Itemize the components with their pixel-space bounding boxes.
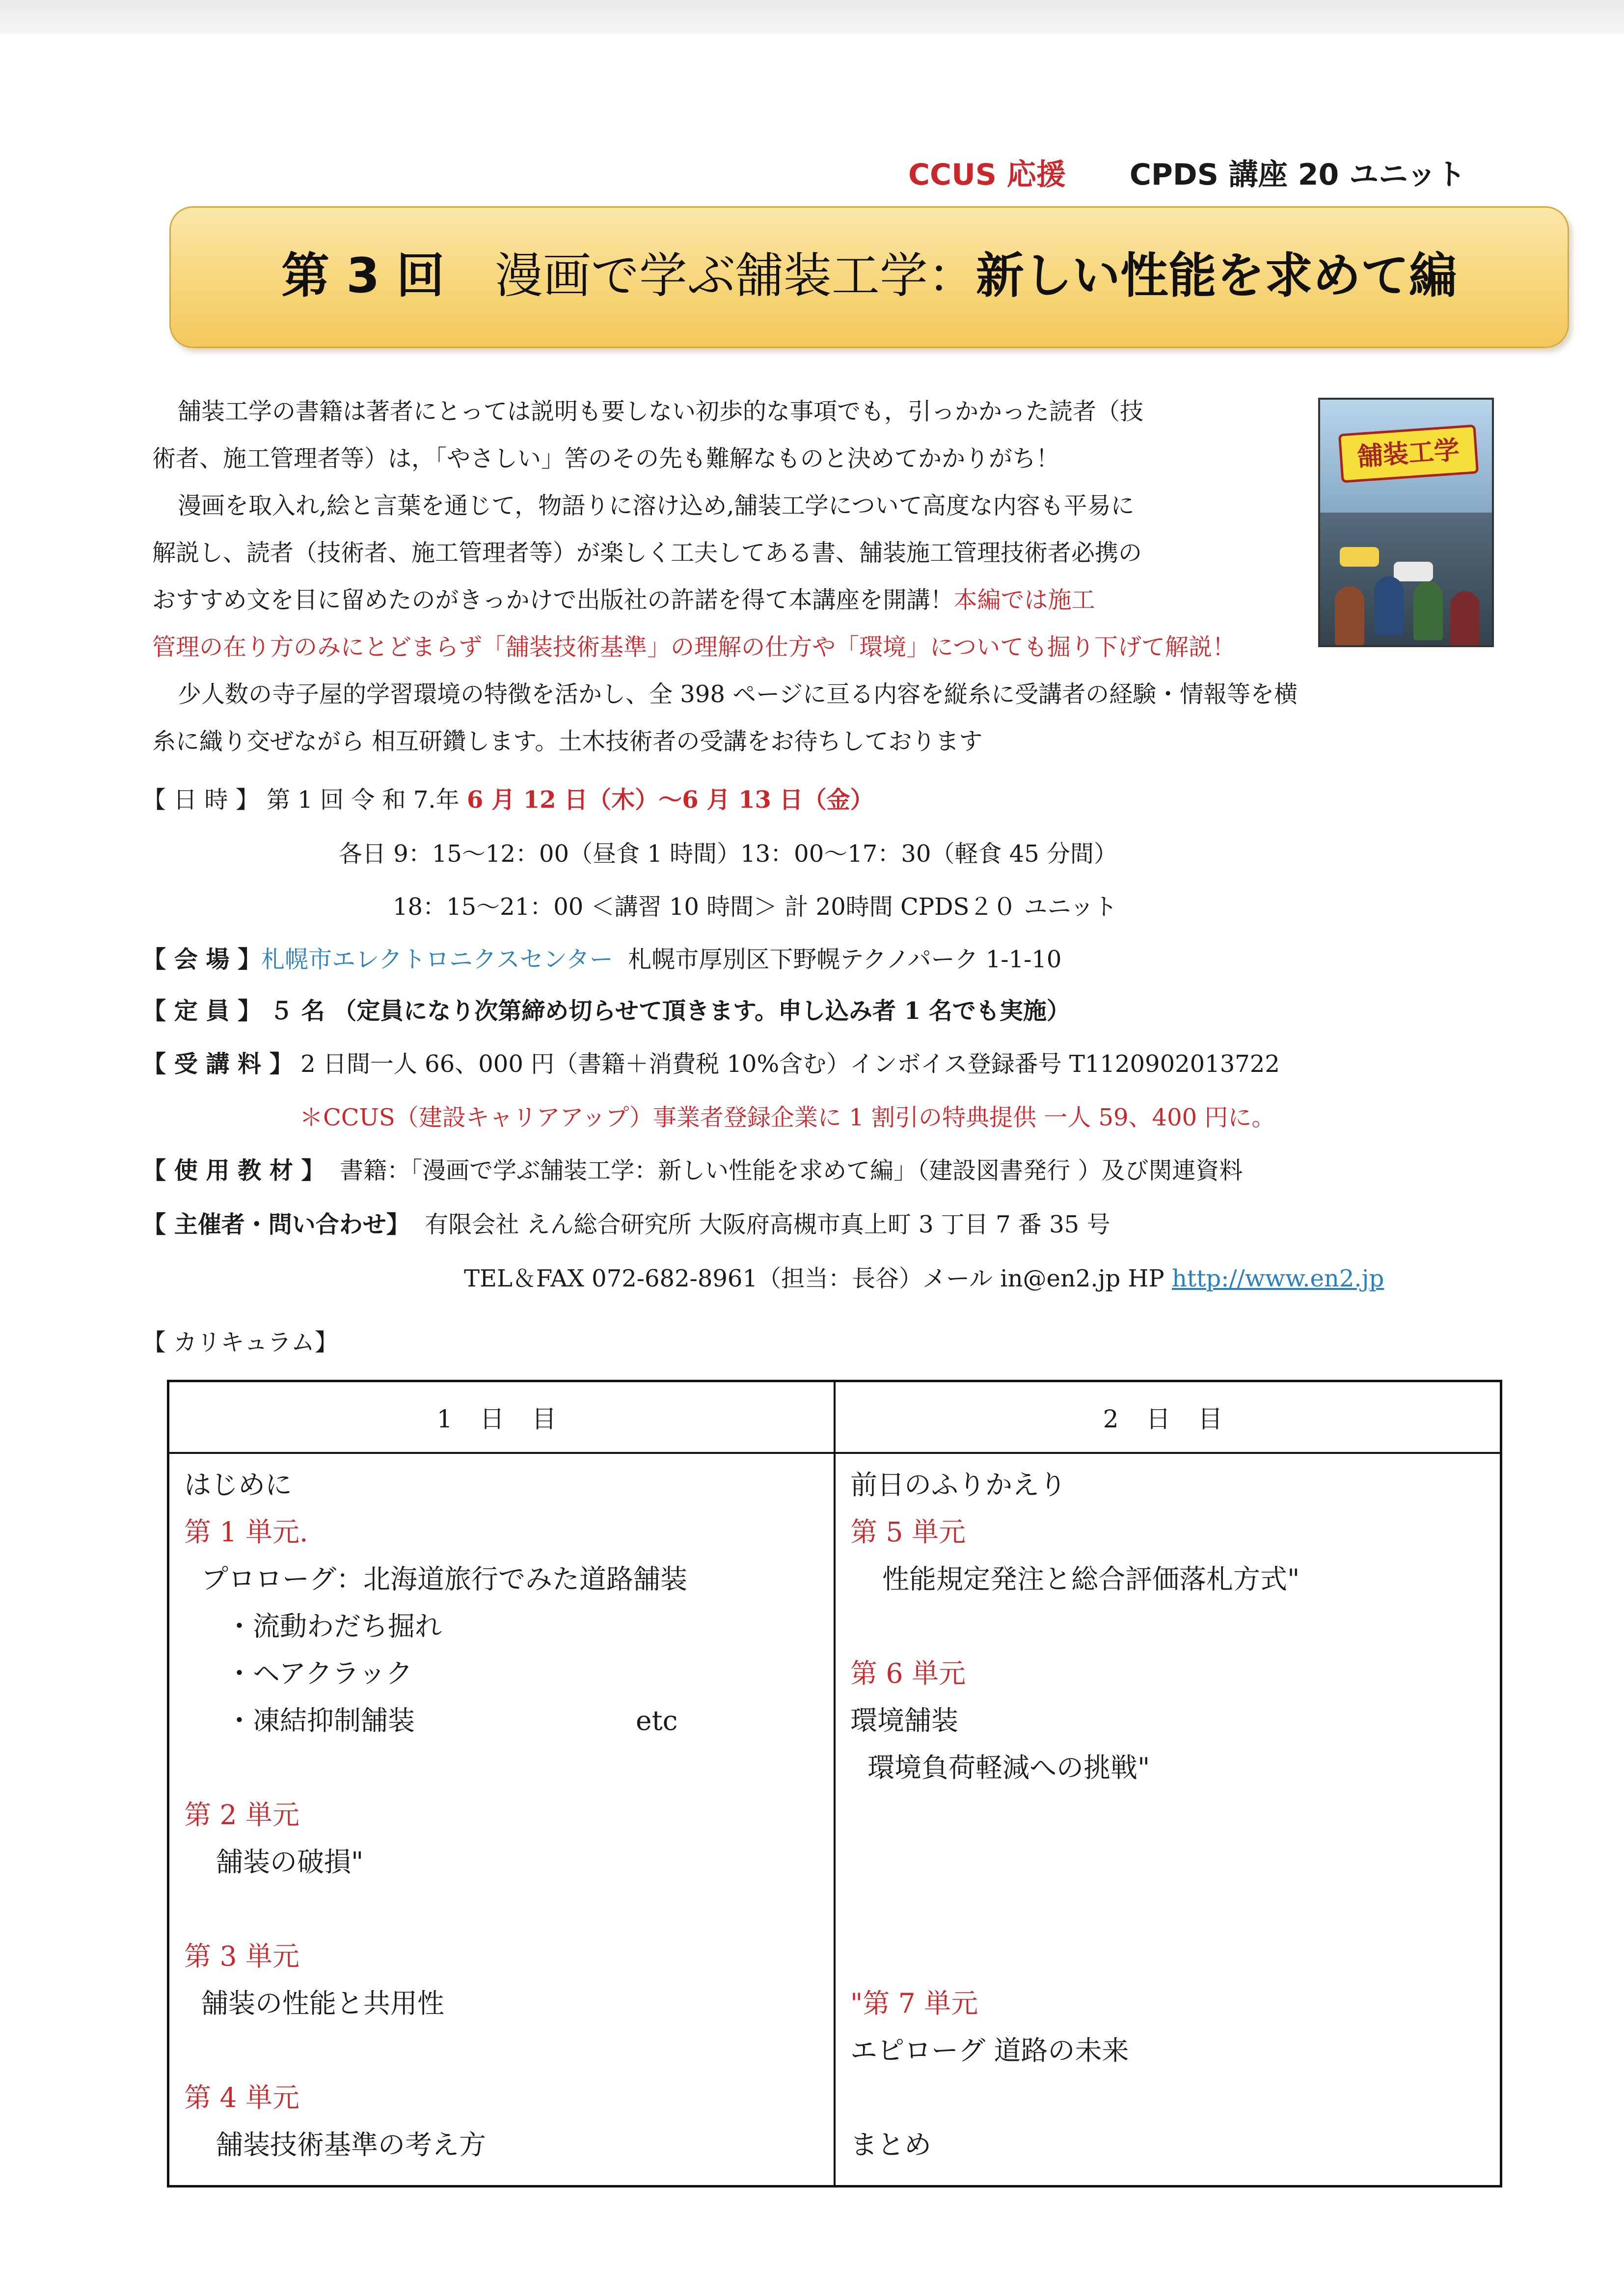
unit-3-title: 舗装の性能と共用性: [201, 1988, 445, 2019]
unit-1-title: プロローグ：北海道旅行でみた道路舗装: [201, 1563, 688, 1595]
day1-intro: はじめに: [184, 1469, 293, 1501]
material-row: [142, 1151, 1243, 1185]
book-cover-logo: 舗装工学: [1338, 424, 1479, 483]
capacity-value: ５ 名 （定員になり次第締め切らせて頂きます。申し込み者 1 名でも実施）: [269, 997, 1070, 1025]
unit-5-title: 性能規定発注と総合評価落札方式": [882, 1563, 1300, 1595]
curriculum-title: 【 カリキュラム】: [142, 1329, 338, 1356]
unit-7-label: "第 7 単元: [850, 1988, 978, 2019]
unit-1-topic-row: [184, 1697, 834, 1744]
venue-label: 【 会 場 】: [142, 946, 262, 973]
day1-header: 1 日 目: [168, 1381, 835, 1453]
unit-7-title: エピローグ 道路の未来: [850, 2035, 1129, 2066]
unit-3-label: 第 3 単元: [184, 1941, 299, 1972]
unit-5-label: 第 5 単元: [850, 1516, 966, 1548]
cpds-label: CPDS 講座 20 ユニット: [1129, 158, 1466, 192]
intro-text: おすすめ文を目に留めたのがきっかけで出版社の許諾を得て本講座を開講！: [152, 586, 954, 614]
material-label: 【 使 用 教 材 】: [142, 1157, 325, 1184]
contact-row: [464, 1259, 1384, 1293]
unit-4-title: 舗装技術基準の考え方: [216, 2129, 487, 2160]
unit-1-etc: etc: [636, 1705, 678, 1736]
title-main: 新しい性能を求めて編: [975, 248, 1457, 304]
date-row: [142, 781, 874, 815]
book-cover-image: [1318, 398, 1494, 647]
material-value: 書籍：「漫画で学ぶ舗装工学：新しい性能を求めて編」（建設図書発行 ）及び関連資料: [340, 1157, 1243, 1184]
title-banner: [169, 206, 1569, 348]
header-line: [908, 151, 1466, 193]
venue-name: 札幌市エレクトロニクスセンター: [261, 946, 613, 973]
time-line-1: 各日 9：15～12：00（昼食 1 時間）13：00～17：30（軽食 45 分間）: [339, 840, 1117, 868]
date-prefix: 第 1 回 令 和 7.年: [267, 786, 460, 814]
intro-line: 糸に織り交ぜながら 相互研鑽します。土木技術者の受講をお待ちしております: [152, 728, 983, 755]
title-subtitle: 漫画で学ぶ舗装工学：: [494, 248, 976, 304]
day2-summary: まとめ: [850, 2129, 932, 2160]
intro-line: 術者、施工管理者等）は，「やさしい」筈のその先も難解なものと決めてかかりがち！: [152, 445, 1060, 472]
intro-line: 漫画を取入れ,絵と言葉を通じて，物語りに溶け込め,舗装工学について高度な内容も平易に: [178, 492, 1135, 519]
day2-column: [835, 1453, 1501, 2187]
session-number: 第 3 回: [281, 248, 445, 304]
unit-6-label: 第 6 単元: [850, 1658, 966, 1689]
intro-highlight-line: 管理の在り方のみにとどまらず「舗装技術基準」の理解の仕方や「環境」についても掘り下げて解説！: [152, 633, 1236, 661]
organizer-label: 【 主催者・問い合わせ】: [142, 1211, 410, 1238]
organizer-value: 有限会社 えん総合研究所 大阪府高槻市真上町 3 丁目 7 番 35 号: [425, 1211, 1110, 1238]
organizer-row: [142, 1205, 1110, 1239]
unit-6-subtitle: 環境負荷軽減への挑戦": [867, 1752, 1150, 1783]
intro-line: 少人数の寺子屋的学習環境の特徴を活かし、全 398 ページに亘る内容を縦糸に受講者の経験・情報等を横: [178, 681, 1298, 708]
unit-1-topic: ・凍結抑制舗装: [226, 1705, 415, 1736]
scan-edge: [0, 0, 1624, 34]
fee-label: 【 受 講 料 】: [142, 1050, 293, 1078]
unit-1-topic: ・ヘアクラック: [226, 1658, 413, 1689]
ccus-discount: ＊CCUS（建設キャリアアップ）事業者登録企業に 1 割引の特典提供 一人 59、400 円に。: [299, 1104, 1275, 1131]
venue-address: 札幌市厚別区下野幌テクノパーク 1-1-10: [628, 946, 1062, 973]
date-label: 【 日 時 】: [142, 786, 259, 814]
venue-row: [142, 940, 1061, 974]
intro-line: 解説し、読者（技術者、施工管理者等）が楽しく工夫してある書、舗装施工管理技術者必携の: [152, 539, 1142, 567]
intro-line: [152, 576, 1095, 624]
page-title: [171, 237, 1568, 306]
unit-2-label: 第 2 単元: [184, 1799, 299, 1831]
date-value: 6 月 12 日（木）～6 月 13 日（金）: [466, 786, 874, 814]
fee-value: 2 日間一人 66、000 円（書籍＋消費税 10%含む）インボイス登録番号 T1120902013722: [300, 1050, 1280, 1078]
homepage-link[interactable]: http://www.en2.jp: [1171, 1265, 1384, 1292]
capacity-row: [142, 992, 1070, 1026]
day1-column: [168, 1453, 835, 2187]
intro-line: 舗装工学の書籍は著者にとっては説明も要しない初歩的な事項でも，引っかかった読者（技: [178, 398, 1144, 425]
unit-6-title: 環境舗装: [850, 1705, 959, 1736]
unit-1-label: 第 1 単元.: [184, 1516, 308, 1548]
fee-row: [142, 1045, 1280, 1079]
curriculum-table: [167, 1380, 1502, 2187]
day2-intro: 前日のふりかえり: [850, 1469, 1067, 1501]
unit-4-label: 第 4 単元: [184, 2082, 299, 2113]
capacity-label: 【 定 員 】: [142, 997, 262, 1025]
contact-info: TEL＆FAX 072-682-8961（担当：長谷）メール in@en2.jp HP: [464, 1265, 1164, 1292]
time-line-2: 18：15～21：00 ＜講習 10 時間＞ 計 20時間 CPDS２０ ユニット: [393, 893, 1117, 921]
intro-highlight: 本編では施工: [953, 586, 1095, 614]
unit-1-topic: ・流動わだち掘れ: [226, 1611, 442, 1642]
day2-header: 2 日 目: [835, 1381, 1501, 1453]
ccus-label: CCUS 応援: [908, 158, 1066, 192]
unit-2-title: 舗装の破損": [216, 1846, 364, 1878]
